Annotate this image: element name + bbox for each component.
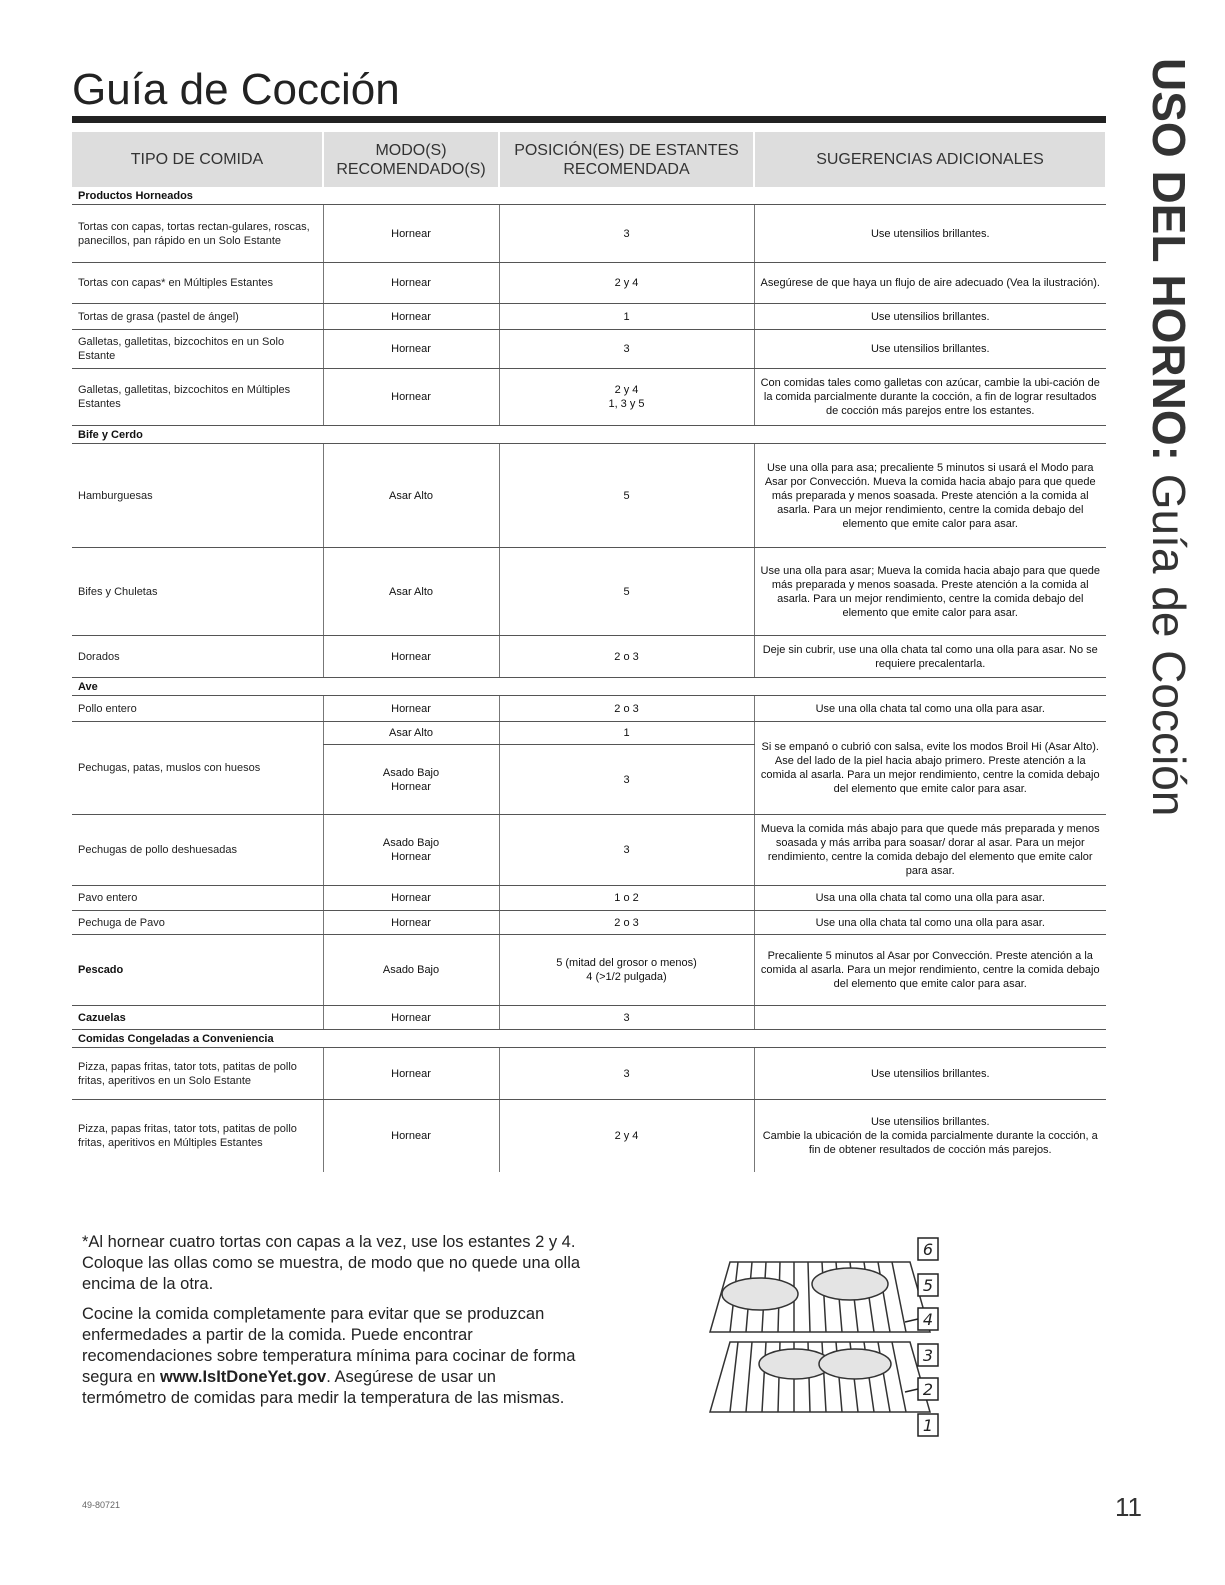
table-row [72, 815, 1106, 886]
header-suggestions: SUGERENCIAS ADICIONALES [754, 132, 1106, 187]
note-cell: Use una olla chata tal como una olla para asar. [754, 911, 1106, 935]
position-cell: 3 [499, 815, 754, 886]
position-cell: 5 (mitad del grosor o menos) 4 (>1/2 pulgada) [499, 935, 754, 1006]
note-cell: Use una olla para asar; Mueva la comida hacia abajo para que quede más preparada y menos soasada. Preste atención a la comida al asarla. Para un mejor rendimiento, centre la comida debajo del elemento que emite calor para asar. [754, 548, 1106, 636]
position-cell: 3 [499, 1006, 754, 1030]
rack-label-6: 6 [922, 1240, 934, 1259]
mode-cell: Hornear [323, 1048, 499, 1100]
table-row [72, 304, 1106, 330]
rack-label-4: 4 [922, 1310, 934, 1329]
section-side-label [1144, 58, 1194, 816]
mode-cell: Asado Bajo Hornear [323, 815, 499, 886]
category-label: Bife y Cerdo [72, 426, 1106, 444]
table-row [72, 369, 1106, 426]
position-cell: 2 o 3 [499, 696, 754, 722]
mode-cell: Asar Alto [323, 548, 499, 636]
header-mode: MODO(S) RECOMENDADO(S) [323, 132, 499, 187]
food-cell: Galletas, galletitas, bizcochitos en Múltiples Estantes [72, 369, 323, 426]
safety-text-b: . Asegúrese de usar un termómetro de comidas para medir la temperatura de las mismas. [82, 1368, 565, 1407]
mode-cell: Hornear [323, 330, 499, 369]
category-row [72, 187, 1106, 205]
position-cell: 2 y 4 [499, 263, 754, 304]
table-row [72, 696, 1106, 722]
category-label: Comidas Congeladas a Conveniencia [72, 1030, 1106, 1048]
rack-label-1: 1 [922, 1416, 934, 1435]
note-cell: Precaliente 5 minutos al Asar por Convección. Preste atención a la comida al asarla. Para un mejor rendimiento, centre la comida debajo del elemento que emite calor para asar. [754, 935, 1106, 1006]
category-label: Ave [72, 678, 1106, 696]
mode-cell: Hornear [323, 1006, 499, 1030]
page-title: Guía de Cocción [72, 65, 400, 114]
side-label-bold: USO DEL HORNO: [1143, 58, 1195, 461]
rack-label-5: 5 [922, 1276, 934, 1295]
position-cell: 2 o 3 [499, 911, 754, 935]
rack-position-illustration [700, 1232, 960, 1442]
food-cell: Pizza, papas fritas, tator tots, patitas de pollo fritas, aperitivos en un Solo Estante [72, 1048, 323, 1100]
mode-cell: Hornear [323, 205, 499, 263]
document-code: 49-80721 [82, 1500, 121, 1510]
note-cell: Deje sin cubrir, use una olla chata tal como una olla para asar. No se requiere precalentarla. [754, 636, 1106, 678]
note-cell: Use una olla chata tal como una olla para asar. [754, 696, 1106, 722]
rack-label-3: 3 [922, 1346, 934, 1365]
food-cell: Tortas con capas* en Múltiples Estantes [72, 263, 323, 304]
page-number: 11 [1115, 1492, 1142, 1522]
position-cell: 3 [499, 745, 754, 815]
note-cell: Si se empanó o cubrió con salsa, evite los modos Broil Hi (Asar Alto). Ase del lado de la piel hacia abajo primero. Preste atención a la comida al asarla. Para un mejor rendimiento, centre la comida debajo del elemento que emite calor para asar. [754, 722, 1106, 815]
note-cell: Use utensilios brillantes. [754, 330, 1106, 369]
safety-link[interactable]: www.IsItDoneYet.gov [159, 1368, 327, 1386]
safety-text-a: Cocine la comida completamente para evitar que se produzcan enfermedades a partir de la comida. Puede encontrar recomendaciones sobre temperatura mínima para cocinar de forma segura en [82, 1305, 576, 1386]
food-cell: Hamburguesas [72, 444, 323, 548]
food-cell: Galletas, galletitas, bizcochitos en un Solo Estante [72, 330, 323, 369]
food-cell: Bifes y Chuletas [72, 548, 323, 636]
note-cell: Use una olla para asa; precaliente 5 minutos si usará el Modo para Asar por Convección. Mueva la comida hacia abajo para que quede más preparada y menos soasada. Preste atención a la comida al asarla. Para un mejor rendimiento, centre la comida debajo del elemento que emite calor para asar. [754, 444, 1106, 548]
table-row [72, 1006, 1106, 1030]
position-cell: 2 y 4 1, 3 y 5 [499, 369, 754, 426]
food-safety-text [82, 1304, 582, 1409]
table-row [72, 911, 1106, 935]
note-cell: Use utensilios brillantes. [754, 1048, 1106, 1100]
note-cell: Mueva la comida más abajo para que quede más preparada y menos soasada y más arriba para soasar/ dorar al asar. Para un mejor rendimiento, centre la comida debajo del elemento que emite calor para asar. [754, 815, 1106, 886]
mode-cell: Hornear [323, 1100, 499, 1172]
position-cell: 3 [499, 1048, 754, 1100]
cooking-guide-table [72, 132, 1107, 1172]
position-cell: 3 [499, 330, 754, 369]
mode-cell: Hornear [323, 886, 499, 911]
rack-label-2: 2 [922, 1380, 934, 1399]
food-cell: Pechugas de pollo deshuesadas [72, 815, 323, 886]
food-cell: Pavo entero [72, 886, 323, 911]
upper-left-pan [722, 1278, 798, 1310]
position-cell: 1 [499, 722, 754, 745]
food-cell: Pollo entero [72, 696, 323, 722]
note-cell: Use utensilios brillantes. Cambie la ubicación de la comida parcialmente durante la cocción, a fin de obtener resultados de cocción más parejos. [754, 1100, 1106, 1172]
title-rule [72, 116, 1106, 123]
table-row [72, 205, 1106, 263]
category-row [72, 426, 1106, 444]
position-cell: 2 y 4 [499, 1100, 754, 1172]
side-label-light: Guía de Cocción [1143, 460, 1195, 817]
header-food-type: TIPO DE COMIDA [72, 132, 323, 187]
lower-right-pan [819, 1349, 891, 1379]
position-cell: 1 [499, 304, 754, 330]
note-cell: Con comidas tales como galletas con azúcar, cambie la ubi-cación de la comida parcialmente durante la cocción, a fin de lograr resultados de cocción más parejos entre los estantes. [754, 369, 1106, 426]
position-cell: 5 [499, 548, 754, 636]
mode-cell: Hornear [323, 911, 499, 935]
mode-cell: Hornear [323, 369, 499, 426]
food-cell: Pechugas, patas, muslos con huesos [72, 722, 323, 815]
note-cell: Asegúrese de que haya un flujo de aire adecuado (Vea la ilustración). [754, 263, 1106, 304]
mode-cell: Asar Alto [323, 722, 499, 745]
mode-cell: Hornear [323, 263, 499, 304]
mode-cell: Asado Bajo [323, 935, 499, 1006]
mode-cell: Asar Alto [323, 444, 499, 548]
food-cell: Cazuelas [72, 1006, 323, 1030]
category-row [72, 1030, 1106, 1048]
food-cell: Tortas de grasa (pastel de ángel) [72, 304, 323, 330]
position-cell: 3 [499, 205, 754, 263]
mode-cell: Hornear [323, 636, 499, 678]
table-row [72, 886, 1106, 911]
table-row [72, 636, 1106, 678]
table-row [72, 444, 1106, 548]
footnote-text: *Al hornear cuatro tortas con capas a la vez, use los estantes 2 y 4. Coloque las ollas como se muestra, de modo que no quede una olla encima de la otra. [82, 1233, 581, 1293]
note-cell: Use utensilios brillantes. [754, 304, 1106, 330]
table-row [72, 1048, 1106, 1100]
note-cell: Use utensilios brillantes. [754, 205, 1106, 263]
note-cell [754, 1006, 1106, 1030]
mode-cell: Asado Bajo Hornear [323, 745, 499, 815]
table-header-row [72, 132, 1106, 187]
food-cell: Pescado [72, 935, 323, 1006]
table-row [72, 1100, 1106, 1172]
rack-pointer-lines [905, 1319, 918, 1392]
food-cell: Pechuga de Pavo [72, 911, 323, 935]
table-row [72, 722, 1106, 745]
food-cell: Dorados [72, 636, 323, 678]
upper-right-pan [812, 1268, 888, 1300]
mode-cell: Hornear [323, 696, 499, 722]
mode-cell: Hornear [323, 304, 499, 330]
category-label: Productos Horneados [72, 187, 1106, 205]
table-row [72, 263, 1106, 304]
position-cell: 1 o 2 [499, 886, 754, 911]
note-cell: Usa una olla chata tal como una olla para asar. [754, 886, 1106, 911]
table-row [72, 330, 1106, 369]
table-row [72, 935, 1106, 1006]
table-row [72, 548, 1106, 636]
position-cell: 2 o 3 [499, 636, 754, 678]
header-rack-position: POSICIÓN(ES) DE ESTANTES RECOMENDADA [499, 132, 754, 187]
position-cell: 5 [499, 444, 754, 548]
food-cell: Pizza, papas fritas, tator tots, patitas de pollo fritas, aperitivos en Múltiples Estantes [78, 1122, 297, 1149]
category-row [72, 678, 1106, 696]
food-cell: Tortas con capas, tortas rectan-gulares, roscas, panecillos, pan rápido en un Solo Estante [72, 205, 323, 263]
